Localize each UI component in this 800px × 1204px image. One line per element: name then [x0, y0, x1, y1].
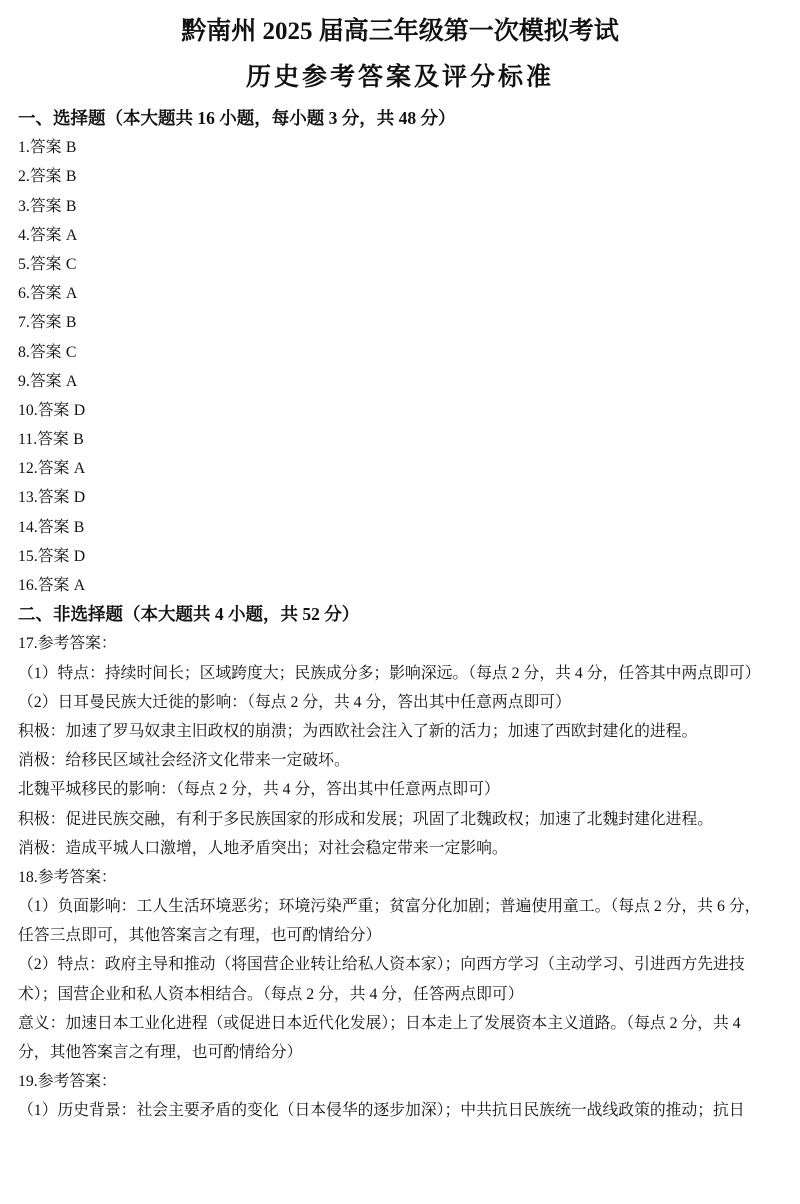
question-title: 18.参考答案：	[18, 868, 117, 886]
answer-label: 答案	[29, 139, 62, 157]
answer-line: （1）特点：持续时间长；区域跨度大；民族成分多；影响深远。（每点 2 分，共 4 分，任答其中两点即可）	[18, 664, 761, 682]
answer-number: 16.	[18, 577, 38, 594]
answer-label: 答案	[29, 197, 62, 215]
answer-choice: B	[73, 518, 85, 536]
answer-line: 消极：造成平城人口激增，人地矛盾突出；对社会稳定带来一定影响。	[18, 839, 508, 857]
document-title: 黔南州 2025 届高三年级第一次模拟考试	[181, 18, 619, 45]
answer-choice: D	[73, 547, 86, 565]
answer-line: （2）日耳曼民族大迁徙的影响：（每点 2 分，共 4 分，答出其中任意两点即可）	[18, 693, 571, 711]
answer-line: 积极：加速了罗马奴隶主旧政权的崩溃；为西欧社会注入了新的活力；加速了西欧封建化的进程。	[18, 722, 698, 740]
answer-item	[18, 483, 790, 512]
answer-line: 北魏平城移民的影响：（每点 2 分，共 4 分，答出其中任意两点即可）	[18, 781, 500, 799]
answer-choice: C	[65, 255, 77, 273]
section-heading-open-questions: 二、非选择题（本大题共 4 小题，共 52 分）	[18, 604, 360, 625]
answer-number: 7.	[18, 314, 30, 332]
answer-line: （2）特点：政府主导和推动（将国营企业转让给私人资本家）；向西方学习（主动学习、引进西方先进技	[18, 956, 745, 974]
answer-number: 13.	[18, 489, 38, 507]
answer-item	[18, 367, 790, 396]
answer-number: 8.	[18, 343, 30, 361]
answer-choice: B	[73, 431, 84, 449]
choice-answer-list	[18, 133, 790, 600]
answer-number: 9.	[18, 372, 30, 390]
answer-item	[18, 250, 790, 279]
answer-label: 答案	[37, 577, 70, 594]
section-heading-multiple-choice: 一、选择题（本大题共 16 小题，每小题 3 分，共 48 分）	[18, 108, 456, 128]
answer-label: 答案	[37, 460, 70, 478]
answer-item	[18, 192, 790, 221]
question-block	[18, 863, 790, 1067]
answer-number: 12.	[18, 460, 38, 478]
answer-item	[18, 425, 790, 454]
answer-number: 11.	[18, 431, 38, 449]
answer-number: 5.	[18, 255, 30, 273]
answer-item	[18, 513, 790, 542]
answer-choice: A	[65, 285, 78, 303]
answer-item	[18, 279, 790, 308]
answer-choice: A	[65, 372, 78, 390]
document-subtitle: 历史参考答案及评分标准	[245, 64, 554, 91]
answer-number: 15.	[18, 547, 38, 565]
answer-choice: A	[73, 577, 86, 594]
answer-line: 意义：加速日本工业化进程（或促进日本近代化发展）；日本走上了发展资本主义道路。（每点 2 分，共 4	[18, 1014, 741, 1032]
answer-label: 答案	[37, 489, 70, 507]
answer-line: 任答三点即可，其他答案言之有理，也可酌情给分）	[18, 927, 382, 945]
answer-line: （1）历史背景：社会主要矛盾的变化（日本侵华的逐步加深）；中共抗日民族统一战线政策的推动；抗日	[18, 1102, 745, 1120]
answer-choice: B	[65, 168, 77, 186]
answer-choice: D	[73, 401, 86, 419]
answer-item	[18, 133, 790, 162]
answer-number: 10.	[18, 401, 38, 419]
answer-label: 答案	[29, 226, 62, 244]
question-title: 17.参考答案：	[18, 635, 117, 653]
answer-label: 答案	[29, 255, 62, 273]
answer-line: 分，其他答案言之有理，也可酌情给分）	[18, 1044, 303, 1061]
answer-choice: B	[65, 197, 77, 215]
answer-choice: A	[73, 460, 86, 478]
answer-line: 消极：给移民区域社会经济文化带来一定破坏。	[18, 752, 350, 770]
question-block	[18, 1067, 790, 1125]
question-block	[18, 629, 790, 863]
answer-item	[18, 338, 790, 367]
answer-label: 答案	[37, 518, 70, 536]
answer-label: 答案	[29, 285, 62, 303]
answer-item	[18, 571, 790, 600]
answer-number: 4.	[18, 226, 30, 244]
answer-label: 答案	[37, 431, 69, 449]
answer-item	[18, 396, 790, 425]
answer-line: （1）负面影响：工人生活环境恶劣；环境污染严重；贫富分化加剧；普遍使用童工。（每点 2 分，共 6 分，	[18, 898, 761, 916]
answer-item	[18, 308, 790, 337]
answer-line: 积极：促进民族交融，有利于多民族国家的形成和发展；巩固了北魏政权；加速了北魏封建化进程。	[18, 810, 714, 828]
answer-label: 答案	[29, 168, 62, 186]
answer-number: 14.	[18, 518, 38, 536]
answer-choice: B	[65, 139, 77, 157]
answer-choice: C	[65, 343, 77, 361]
answer-line: 术）；国营企业和私人资本相结合。（每点 2 分，共 4 分，任答两点即可）	[18, 985, 524, 1003]
answer-label: 答案	[37, 547, 70, 565]
answer-label: 答案	[29, 343, 62, 361]
answer-number: 2.	[18, 168, 30, 186]
answer-number: 1.	[18, 139, 30, 157]
answer-choice: D	[73, 489, 86, 507]
answer-key-body	[18, 104, 790, 1126]
open-question-list	[18, 629, 790, 1125]
answer-label: 答案	[37, 401, 70, 419]
answer-choice: A	[65, 226, 78, 244]
answer-item	[18, 454, 790, 483]
answer-item	[18, 221, 790, 250]
question-title: 19.参考答案：	[18, 1073, 117, 1091]
answer-label: 答案	[29, 314, 62, 332]
answer-label: 答案	[29, 372, 62, 390]
answer-item	[18, 542, 790, 571]
answer-number: 3.	[18, 197, 30, 215]
answer-number: 6.	[18, 285, 30, 303]
answer-item	[18, 162, 790, 191]
answer-choice: B	[65, 314, 77, 332]
